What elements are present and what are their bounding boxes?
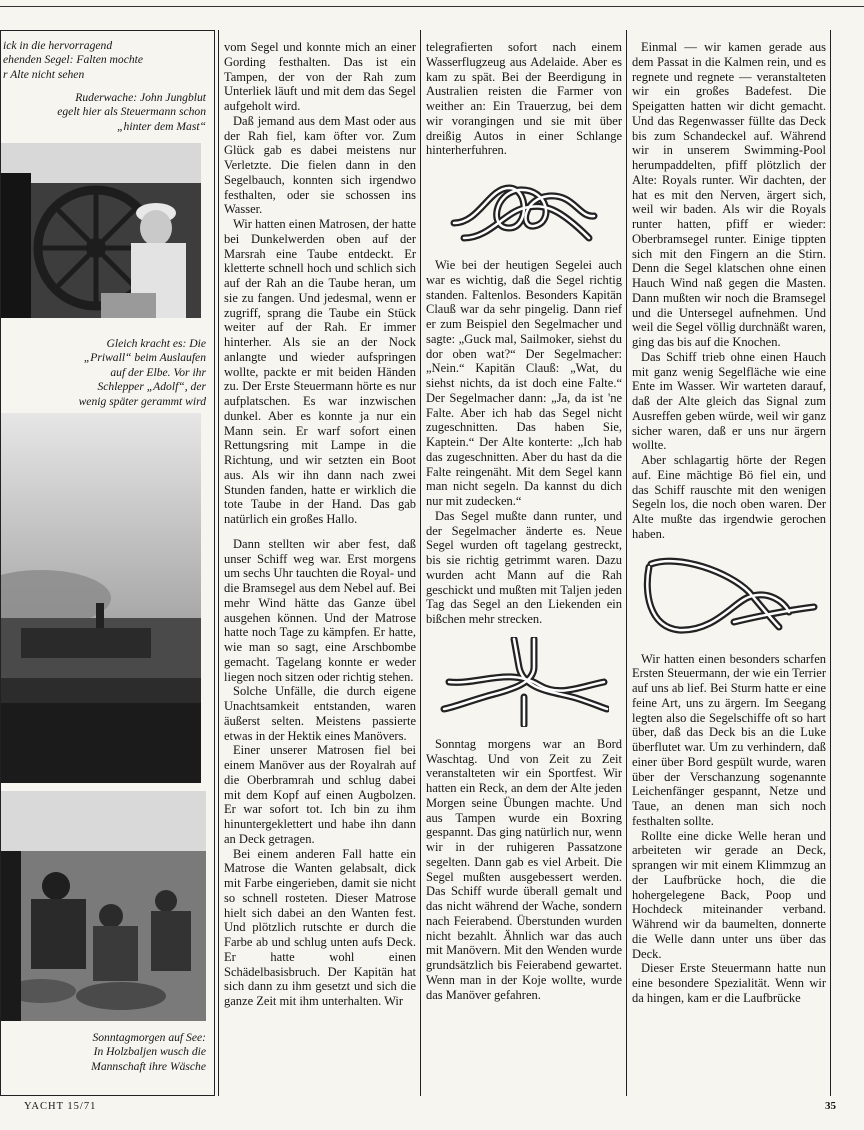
photo-washing	[1, 791, 206, 1021]
paragraph: Wie bei der heutigen Segelei auch war es wichtig, daß die Segel richtig standen. Faltenlos. Besonders Kapitän Clauß war da sehr pingelig. Dann rief er zum Beispiel den Segelmacher und sagte: „Guck mal, Sailmoker, siehst du dor oben wat?“ Der Segelmacher: „Nein.“ Kapitän Clauß: „Wat, du siehst nichts, da ist doch eine Falte.“ Der Segelmacher dann: „Ja, da ist 'ne Falte. Aber ich hab das Segel nicht zugeschnitten. Das haben Sie, Kaptein.“ Der Alte konterte: „Ich hab das zugeschnitten. Aber du hast da die Falte reingenäht. Mit dem Segel kann man nicht segeln. Da kannst du dich nur mit zudecken.“	[426, 258, 622, 508]
paragraph: Sonntag morgens war an Bord Waschtag. Und von Zeit zu Zeit veranstalteten wir ein Sportfest. Wir hatten ein Reck, an dem der Alte jeden Morgen seine Übungen machte. Und aus Tampen wurde ein Boxring gespannt. Das ging natürlich nur, wenn wir in der ruhigeren Passatzone segelten. Dann gab es viel Arbeit. Die Segel mußten ausgebessert werden. Das Schiff wurde überall gemalt und das nicht während der Wache, sondern nach Feierabend. Überstunden wurden nicht bezahlt. Ähnlich war das auch mit Manövern. Mit den Wenden wurde grundsätzlich bis Feierabend gewartet. Wenn man in der Koje wollte, wurde das Manöver gefahren.	[426, 736, 622, 1002]
caption-priwall: Gleich kracht es: Die „Priwall“ beim Auslaufen auf der Elbe. Vor ihr Schlepper „Adolf“, der wenig später gerammt wird	[78, 337, 206, 408]
article-column-2	[426, 40, 622, 1096]
paragraph: telegrafierten sofort nach einem Wasserflugzeug aus Adelaide. Aber es kam zu spät. Bei der Beerdigung in Australien reisten die Farmer von weither an: Ein Trauerzug, bei dem wir vorangingen und sie mit über dreißig Autos in einer Schlange hinterherfuhren.	[426, 40, 622, 158]
caption-sonntag: Sonntagmorgen auf See: In Holzbaljen wusch die Mannschaft ihre Wäsche	[91, 1031, 206, 1073]
paragraph: Dieser Erste Steuermann hatte nun eine besondere Spezialität. Wenn wir da hingen, kam er die Laufbrücke	[632, 961, 826, 1005]
top-rule	[0, 6, 864, 7]
knot-illustration-2	[439, 637, 609, 727]
paragraph: Bei einem anderen Fall hatte ein Matrose die Wanten gelabsalt, dick mit Farbe eingerieben, damit sie nicht so schnell rosteten. Dieser Matrose hielt sich dabei an den Wanten fest. Und plötzlich rutschte er durch die Farbe ab und schlug unten aufs Deck. Er hatte wohl einen Schädelbasisbruch. Der Kapitän hat sich dann zu ihm gesetzt und sich die ganze Zeit mit ihm unterhalten. Wir	[224, 846, 416, 1008]
knot-illustration-1	[449, 168, 599, 248]
paragraph: Rollte eine dicke Welle heran und arbeiteten wir gerade an Deck, sprangen wir mit einem Klimmzug an der Laufbrücke hoch, die die hohergelegene Back, Poop und Hochdeck miteinander verband. Während wir da baumelten, donnerte die Welle dann unter uns über das Deck.	[632, 828, 826, 961]
paragraph: Einer unserer Matrosen fiel bei einem Manöver aus der Royalrah auf die Oberbramrah und schlug dabei mit dem Kopf auf einen Augbolzen. Er war sofort tot. Ich bin zu ihm hinuntergeklettert und habe ihn dann an Deck getragen.	[224, 743, 416, 846]
photo-priwall	[1, 413, 201, 783]
paragraph: vom Segel und konnte mich an einer Gording festhalten. Das ist ein Tampen, der von der Rah zum Unterliek läuft und mit dem das Segel aufgeholt wird.	[224, 40, 416, 113]
column-divider-1	[420, 30, 421, 1096]
column-divider-0	[218, 30, 219, 1096]
column-divider-3	[830, 30, 831, 1096]
knot-illustration-3	[639, 552, 819, 642]
footer-issue: YACHT 15/71	[24, 1101, 97, 1112]
photo-column	[0, 30, 215, 1096]
paragraph: Dann stellten wir aber fest, daß unser Schiff weg war. Erst morgens um sechs Uhr tauchten die Royal- und die Bramsegel aus dem Nebel auf. Bei mehr Wind hätte das Ganze übel ausgehen können. Und der Matrose hatte noch Tage zu kämpfen. Er hatte, wie man so sagt, eine Arschbombe gemacht. Tagelang konnte er weder liegen noch sitzen oder richtig stehen.	[224, 536, 416, 684]
paragraph: Aber schlagartig hörte der Regen auf. Eine mächtige Bö fiel ein, und das Schiff rauschte mit den wenigen Segeln los, die noch oben waren. Der Alte mußte das irgendwie gerochen haben.	[632, 453, 826, 541]
paragraph: Einmal — wir kamen gerade aus dem Passat in die Kalmen rein, und es regnete und regnete — veranstalteten wir ein großes Badefest. Die Speigatten hatten wir dicht gemacht. Und das Regenwasser füllte das Deck bis zum Schandeckel auf. Während wir in unserem Swimming-Pool herumpaddelten, pfiff plötzlich der Alte: Royals runter. Wir dachten, der hat es mit den Nerven, ärgert sich, weil wir baden. Als wir die Royals runter hatten, pfiff er wieder: Oberbramsegel runter. Einige tippten sich mit den Fingern an die Stirn. Denn die Segel klatschen ohne einen Hauch Wind naß gegen die Masten. Dann mußten wir noch die Bramsegel und die Untersegel aufnehmen. Und weil die Segel völlig durchnäßt waren, ging das bis auf die Knochen.	[632, 40, 826, 349]
paragraph: Das Schiff trieb ohne einen Hauch mit ganz wenig Segelfläche wie eine Ente im Wasser. Wir warteten darauf, daß der Alte gleich das Signal zum Ausreffen geben würde, weil wir ganz sicher waren, daß er uns nur ärgern wollte.	[632, 349, 826, 453]
paragraph: Solche Unfälle, die durch eigene Unachtsamkeit entstanden, waren äußerst selten. Meistens passierte etwas in der Hektik eines Manövers.	[224, 684, 416, 743]
article-column-3	[632, 40, 826, 1096]
paragraph: Wir hatten einen besonders scharfen Ersten Steuermann, der wie ein Terrier auf uns ab lief. Bei Sturm hatte er eine feine Art, uns zu ärgern. Im Seegang legten also die Segelschiffe oft so hart über, daß das Deck bis an die Luke überflutet war. Um zu verhindern, daß einer über Bord gespült wurde, waren über der Verschanzung sogenannte Leichenfänger gespannt, Netze und Taue, an denen man sich noch festhalten sollte.	[632, 651, 826, 828]
caption-top: ick in die hervorragend ehenden Segel: Falten mochte r Alte nicht sehen	[3, 39, 144, 81]
paragraph: Daß jemand aus dem Mast oder aus der Rah fiel, kam öfter vor. Zum Glück gab es dabei meistens nur Verletzte. Die fielen dann in den Segelbauch, konnten sich irgendwo festhalten, oder sie schossen ins Wasser.	[224, 113, 416, 217]
column-divider-2	[626, 30, 627, 1096]
caption-ruderwache: Ruderwache: John Jungblut egelt hier als Steuermann schon „hinter dem Mast“	[57, 91, 206, 133]
article-column-1	[224, 40, 416, 1096]
paragraph: Wir hatten einen Matrosen, der hatte bei Dunkelwerden oben auf der Marsrah eine Taube entdeckt. Er kletterte schnell hoch und schlich sich auf der Rah an die Taube heran, um sie zu fangen. Und jedesmal, wenn er zugriff, sprang die Taube ein Stück weiter auf der Rah. Er immer hinterher. Als sie an der Nock anlangte und wieder aufspringen wollte, packte er mit beiden Händen zu. Der Erste Steuermann hörte es nur aufplatschen. Es war inzwischen dunkel. Aber es konnte ja nur ein Mann sein. Er warf sofort einen Rettungsring mit Lampe in die Richtung, und wir setzten ein Boot aus. Als wir ihn dann nach zwei Stunden fanden, hatte er wirklich die tote Taube in der Hand. Das gab natürlich ein großes Hallo.	[224, 217, 416, 526]
photo-helmsman	[1, 143, 201, 318]
page-number: 35	[825, 1100, 836, 1112]
paragraph: Das Segel mußte dann runter, und der Segelmacher änderte es. Neue Segel wurden oft tagelang gestreckt, bis sie richtig getrimmt waren. Dazu wurden acht Mann auf die Rah geschickt und mußten mit Taljen jeden Tag das Segel an den Liekenden ein bißchen mehr strecken.	[426, 508, 622, 626]
